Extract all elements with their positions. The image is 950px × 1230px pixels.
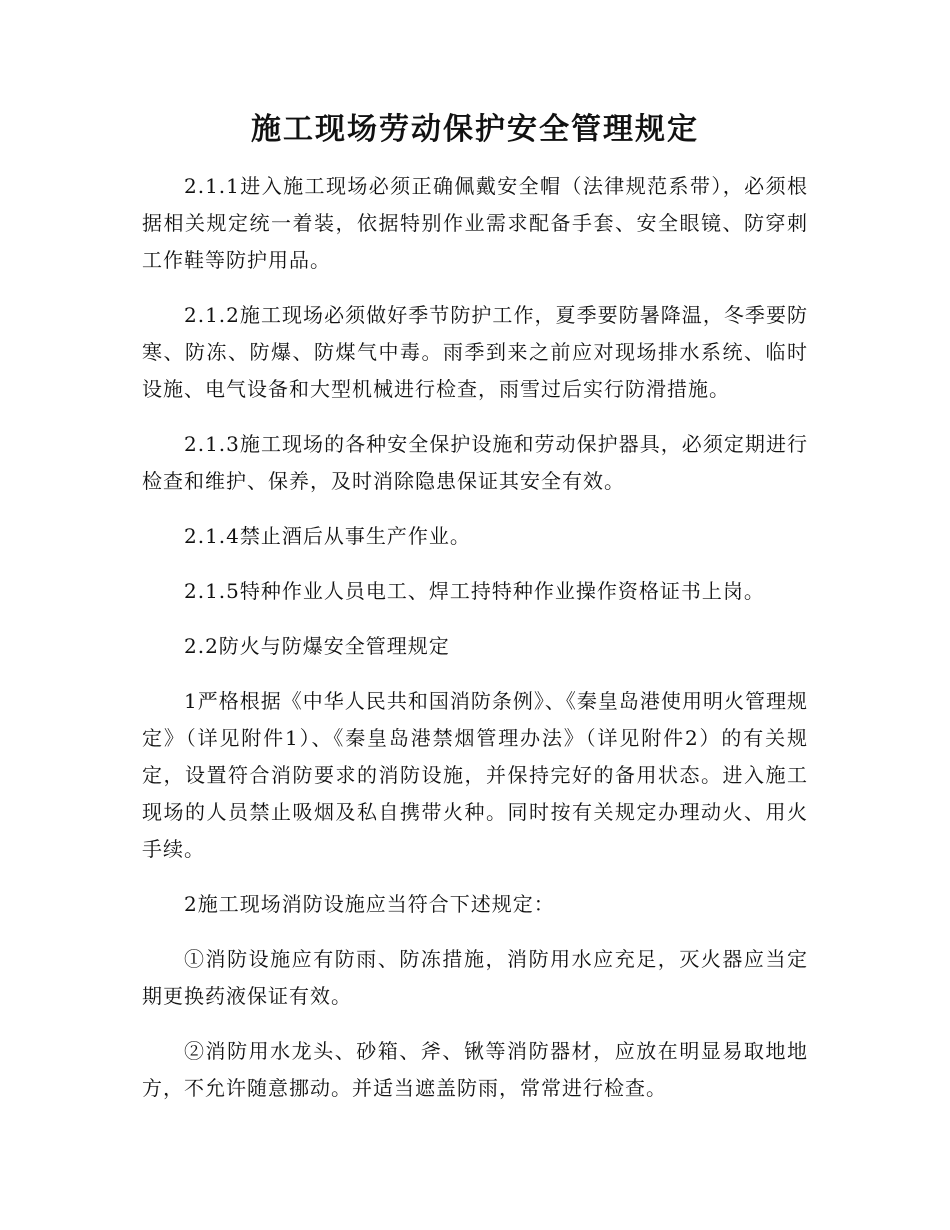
paragraph-subitem-2: ②消防用水龙头、砂箱、斧、锹等消防器材，应放在明显易取地地方，不允许随意挪动。并适当遮盖防雨，常常进行检查。 [142,1039,808,1100]
document-title: 施工现场劳动保护安全管理规定 [251,112,699,147]
paragraph-2-1-5: 2.1.5特种作业人员电工、焊工持特种作业操作资格证书上岗。 [184,579,765,603]
paragraph-2-1-1: 2.1.1进入施工现场必须正确佩戴安全帽（法律规范系带），必须根据相关规定统一着装，依据特别作业需求配备手套、安全眼镜、防穿刺工作鞋等防护用品。 [142,174,808,272]
paragraph-item-1: 1严格根据《中华人民共和国消防条例》、《秦皇岛港使用明火管理规定》（详见附件1）、《秦皇岛港禁烟管理办法》（详见附件2）的有关规定，设置符合消防要求的消防设施，并保持完好的备用状态。进入施工现场的人员禁止吸烟及私自携带火种。同时按有关规定办理动火、用火手续。 [142,689,808,861]
paragraph-2-1-4: 2.1.4禁止酒后从事生产作业。 [184,524,471,548]
paragraph-item-2: 2施工现场消防设施应当符合下述规定： [184,892,555,916]
paragraph-subitem-1: ①消防设施应有防雨、防冻措施，消防用水应充足，灭火器应当定期更换药液保证有效。 [142,947,808,1008]
paragraph-2-1-3: 2.1.3施工现场的各种安全保护设施和劳动保护器具，必须定期进行检查和维护、保养，及时消除隐患保证其安全有效。 [142,432,808,493]
section-heading-2-2: 2.2防火与防爆安全管理规定 [184,634,450,658]
paragraph-2-1-2: 2.1.2施工现场必须做好季节防护工作，夏季要防暑降温，冬季要防寒、防冻、防爆、防煤气中毒。雨季到来之前应对现场排水系统、临时设施、电气设备和大型机械进行检查，雨雪过后实行防滑措施。 [142,303,808,401]
